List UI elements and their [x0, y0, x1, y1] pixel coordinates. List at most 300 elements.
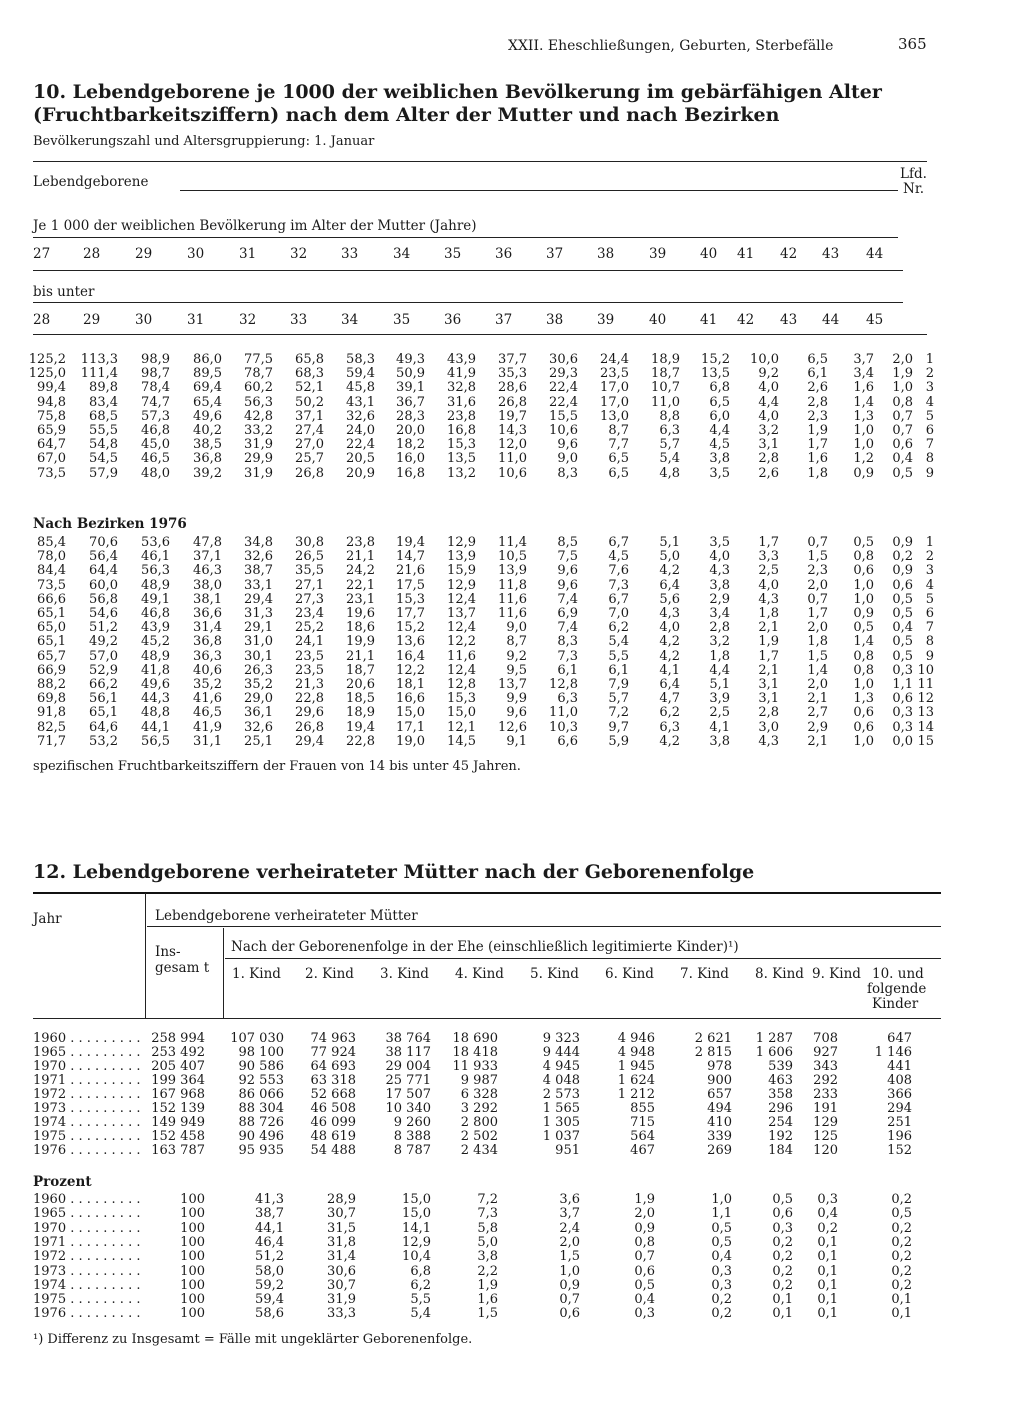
- value-cell: 0,5: [853, 535, 874, 550]
- value-cell: 2 573: [542, 1087, 580, 1102]
- column-header: 6. Kind: [605, 966, 654, 982]
- value-cell: 0,5: [711, 1234, 732, 1250]
- value-cell: 0,7: [634, 1249, 655, 1265]
- lfd-nr-cell: 2: [925, 549, 934, 565]
- value-cell: 199 364: [151, 1073, 205, 1088]
- year-cell: 1960 . . . . . . . . .: [33, 1192, 141, 1207]
- value-cell: 3,1: [758, 437, 779, 453]
- value-cell: 1,8: [807, 465, 828, 481]
- value-cell: 6,7: [608, 591, 629, 607]
- value-cell: 3,2: [758, 423, 779, 438]
- value-cell: 68,3: [295, 366, 324, 382]
- value-cell: 152 458: [151, 1129, 205, 1144]
- value-cell: 0,9: [853, 465, 874, 481]
- lfd-nr-cell: 13: [917, 705, 934, 721]
- value-cell: 2,9: [709, 591, 730, 607]
- value-cell: 29,1: [244, 620, 273, 636]
- value-cell: 1,4: [807, 662, 828, 678]
- age-from-cell: 35: [444, 246, 462, 262]
- value-cell: 258 994: [151, 1031, 205, 1046]
- value-cell: 35,5: [295, 563, 324, 579]
- value-cell: 34,8: [244, 535, 273, 550]
- value-cell: 4,0: [709, 549, 730, 565]
- value-cell: 29,4: [244, 591, 273, 607]
- value-cell: 88 304: [238, 1101, 284, 1116]
- value-cell: 37,1: [193, 549, 222, 565]
- value-cell: 15,0: [402, 1192, 431, 1207]
- value-cell: 59,4: [346, 366, 375, 382]
- table12-year-divider: [145, 893, 146, 1018]
- header-nach: Nach der Geborenenfolge in der Ehe (einschließlich legitimierte Kinder)¹): [231, 939, 739, 955]
- value-cell: 12,1: [447, 719, 476, 735]
- value-cell: 86,0: [193, 352, 222, 367]
- value-cell: 2,8: [758, 451, 779, 467]
- value-cell: 0,3: [892, 705, 913, 721]
- value-cell: 467: [630, 1143, 655, 1158]
- age-from-cell: 40: [700, 246, 718, 262]
- value-cell: 0,2: [891, 1277, 912, 1293]
- value-cell: 58,3: [346, 352, 375, 367]
- lfd-nr-cell: 9: [925, 648, 934, 664]
- value-cell: 152: [887, 1143, 912, 1158]
- value-cell: 0,2: [891, 1192, 912, 1207]
- header-lfd: Lfd.: [900, 166, 927, 182]
- ages-to-underline: [33, 334, 927, 335]
- value-cell: 4,5: [709, 437, 730, 453]
- value-cell: 40,6: [193, 662, 222, 678]
- year-cell: 1975 . . . . . . . . .: [33, 1129, 141, 1144]
- value-cell: 4,2: [659, 648, 680, 664]
- lebendgeborene-underline: [180, 190, 898, 191]
- value-cell: 88,2: [37, 677, 66, 692]
- value-cell: 66,6: [37, 591, 66, 607]
- value-cell: 66,9: [37, 662, 66, 678]
- value-cell: 0,4: [892, 620, 913, 636]
- value-cell: 13,9: [498, 563, 527, 579]
- value-cell: 6,8: [709, 380, 730, 396]
- value-cell: 12,4: [447, 591, 476, 607]
- value-cell: 89,8: [89, 380, 118, 396]
- value-cell: 900: [707, 1073, 732, 1088]
- value-cell: 4,5: [608, 549, 629, 565]
- value-cell: 29,4: [295, 733, 324, 749]
- value-cell: 3,1: [758, 677, 779, 692]
- value-cell: 38,7: [244, 563, 273, 579]
- value-cell: 3,4: [709, 606, 730, 621]
- value-cell: 18,2: [396, 437, 425, 453]
- value-cell: 12,0: [498, 437, 527, 453]
- value-cell: 2,7: [807, 705, 828, 721]
- value-cell: 13,7: [447, 606, 476, 621]
- value-cell: 75,8: [37, 408, 66, 424]
- value-cell: 4,8: [659, 465, 680, 481]
- value-cell: 9,6: [506, 705, 527, 721]
- value-cell: 2,1: [758, 662, 779, 678]
- value-cell: 3,7: [559, 1206, 580, 1222]
- age-from-cell: 39: [649, 246, 667, 262]
- value-cell: 17,7: [396, 606, 425, 621]
- value-cell: 51,2: [255, 1249, 284, 1265]
- value-cell: 0,9: [892, 535, 913, 550]
- value-cell: 8,5: [557, 535, 578, 550]
- lfd-nr-cell: 3: [925, 563, 934, 579]
- value-cell: 65,7: [37, 648, 66, 664]
- year-cell: 1972 . . . . . . . . .: [33, 1249, 141, 1265]
- value-cell: 30,7: [327, 1277, 356, 1293]
- value-cell: 90 496: [238, 1129, 284, 1144]
- value-cell: 5,4: [659, 451, 680, 467]
- value-cell: 5,7: [608, 691, 629, 707]
- value-cell: 107 030: [230, 1031, 284, 1046]
- value-cell: 91,8: [37, 705, 66, 721]
- value-cell: 5,6: [659, 591, 680, 607]
- value-cell: 1,8: [807, 634, 828, 650]
- value-cell: 254: [768, 1115, 793, 1130]
- age-from-cell: 30: [187, 246, 205, 262]
- value-cell: 2,0: [892, 352, 913, 367]
- value-cell: 152 139: [151, 1101, 205, 1116]
- value-cell: 0,7: [892, 408, 913, 424]
- group-underline: [147, 926, 941, 927]
- value-cell: 22,1: [346, 577, 375, 593]
- value-cell: 0,2: [772, 1263, 793, 1279]
- value-cell: 0,1: [817, 1249, 838, 1265]
- value-cell: 18 690: [452, 1031, 498, 1046]
- value-cell: 48,0: [141, 465, 170, 481]
- table-row: [0, 1116, 1024, 1130]
- value-cell: 23,5: [600, 366, 629, 382]
- value-cell: 9,5: [506, 662, 527, 678]
- table-row: [0, 536, 1024, 550]
- value-cell: 70,6: [89, 535, 118, 550]
- value-cell: 64,6: [89, 719, 118, 735]
- table-row: [0, 396, 1024, 410]
- age-from-cell: 41: [737, 246, 755, 262]
- value-cell: 46,8: [141, 423, 170, 438]
- value-cell: 1,1: [892, 677, 913, 692]
- value-cell: 20,9: [346, 465, 375, 481]
- lfd-nr-cell: 2: [925, 366, 934, 382]
- value-cell: 33,3: [327, 1306, 356, 1322]
- table-row: [0, 678, 1024, 692]
- value-cell: 715: [630, 1115, 655, 1130]
- value-cell: 1,4: [853, 394, 874, 410]
- value-cell: 7,6: [608, 563, 629, 579]
- value-cell: 4,7: [659, 691, 680, 707]
- value-cell: 3,5: [709, 465, 730, 481]
- value-cell: 36,7: [396, 394, 425, 410]
- value-cell: 0,8: [892, 394, 913, 410]
- value-cell: 296: [768, 1101, 793, 1116]
- value-cell: 3,3: [758, 549, 779, 565]
- value-cell: 31,1: [193, 733, 222, 749]
- value-cell: 0,1: [772, 1306, 793, 1322]
- table-row: [0, 650, 1024, 664]
- value-cell: 15,2: [701, 352, 730, 367]
- value-cell: 31,9: [244, 465, 273, 481]
- age-from-cell: 27: [33, 246, 51, 262]
- value-cell: 23,1: [346, 591, 375, 607]
- value-cell: 7,2: [608, 705, 629, 721]
- value-cell: 18,7: [651, 366, 680, 382]
- value-cell: 1,9: [758, 634, 779, 650]
- value-cell: 2 621: [694, 1031, 732, 1046]
- value-cell: 855: [630, 1101, 655, 1116]
- value-cell: 43,9: [447, 352, 476, 367]
- value-cell: 1 305: [542, 1115, 580, 1130]
- value-cell: 31,0: [244, 634, 273, 650]
- value-cell: 3,8: [709, 451, 730, 467]
- value-cell: 2,5: [709, 705, 730, 721]
- age-to-cell: 41: [700, 312, 718, 328]
- value-cell: 1,0: [853, 677, 874, 692]
- value-cell: 0,3: [772, 1220, 793, 1236]
- value-cell: 64,4: [89, 563, 118, 579]
- value-cell: 3,4: [853, 366, 874, 382]
- value-cell: 69,8: [37, 691, 66, 707]
- value-cell: 1,0: [853, 437, 874, 453]
- value-cell: 3,0: [758, 719, 779, 735]
- value-cell: 2,9: [807, 719, 828, 735]
- year-cell: 1970 . . . . . . . . .: [33, 1059, 141, 1074]
- value-cell: 68,5: [89, 408, 118, 424]
- value-cell: 38,7: [255, 1206, 284, 1222]
- value-cell: 83,4: [89, 394, 118, 410]
- value-cell: 1 624: [617, 1073, 655, 1088]
- value-cell: 1,9: [807, 423, 828, 438]
- value-cell: 23,8: [447, 408, 476, 424]
- value-cell: 29,0: [244, 691, 273, 707]
- value-cell: 12,2: [447, 634, 476, 650]
- year-cell: 1960 . . . . . . . . .: [33, 1031, 141, 1046]
- value-cell: 100: [180, 1249, 205, 1265]
- table-row: [0, 593, 1024, 607]
- column-header: 2. Kind: [305, 966, 354, 982]
- age-from-cell: 38: [597, 246, 615, 262]
- value-cell: 0,1: [817, 1292, 838, 1308]
- value-cell: 0,1: [891, 1306, 912, 1322]
- value-cell: 125,0: [28, 366, 66, 382]
- value-cell: 1,7: [807, 606, 828, 621]
- value-cell: 4,2: [659, 563, 680, 579]
- value-cell: 17,1: [396, 719, 425, 735]
- value-cell: 46,5: [141, 451, 170, 467]
- value-cell: 46 099: [310, 1115, 356, 1130]
- value-cell: 0,2: [711, 1292, 732, 1308]
- value-cell: 1,7: [807, 437, 828, 453]
- value-cell: 408: [887, 1073, 912, 1088]
- table-row: [0, 721, 1024, 735]
- value-cell: 19,4: [346, 719, 375, 735]
- value-cell: 167 968: [151, 1087, 205, 1102]
- value-cell: 1,9: [477, 1277, 498, 1293]
- value-cell: 1,6: [807, 451, 828, 467]
- value-cell: 9,2: [758, 366, 779, 382]
- value-cell: 41,9: [447, 366, 476, 382]
- value-cell: 71,7: [37, 733, 66, 749]
- value-cell: 73,5: [37, 577, 66, 593]
- value-cell: 6,5: [608, 451, 629, 467]
- value-cell: 65,9: [37, 423, 66, 438]
- value-cell: 36,6: [193, 606, 222, 621]
- value-cell: 1,9: [634, 1192, 655, 1207]
- value-cell: 0,1: [817, 1234, 838, 1250]
- value-cell: 292: [813, 1073, 838, 1088]
- value-cell: 7,7: [608, 437, 629, 453]
- col-last-1: 10. und: [872, 966, 924, 982]
- table-row: [0, 1074, 1024, 1088]
- value-cell: 343: [813, 1059, 838, 1074]
- value-cell: 95 935: [238, 1143, 284, 1158]
- value-cell: 99,4: [37, 380, 66, 396]
- value-cell: 24,2: [346, 563, 375, 579]
- value-cell: 9,0: [557, 451, 578, 467]
- value-cell: 30,7: [327, 1206, 356, 1222]
- bis-unter-underline: [33, 302, 903, 303]
- value-cell: 39,1: [396, 380, 425, 396]
- value-cell: 12,4: [447, 662, 476, 678]
- value-cell: 0,3: [892, 662, 913, 678]
- value-cell: 4,0: [758, 577, 779, 593]
- age-from-cell: 36: [495, 246, 513, 262]
- table10-top-rule: [33, 161, 927, 162]
- value-cell: 18,6: [346, 620, 375, 636]
- value-cell: 0,4: [634, 1292, 655, 1308]
- value-cell: 46,8: [141, 606, 170, 621]
- value-cell: 0,9: [892, 563, 913, 579]
- year-cell: 1973 . . . . . . . . .: [33, 1263, 141, 1279]
- value-cell: 10,6: [549, 423, 578, 438]
- value-cell: 8,3: [557, 465, 578, 481]
- value-cell: 11,4: [498, 535, 527, 550]
- value-cell: 57,3: [141, 408, 170, 424]
- value-cell: 1,0: [853, 577, 874, 593]
- value-cell: 192: [768, 1129, 793, 1144]
- value-cell: 85,4: [37, 535, 66, 550]
- value-cell: 16,8: [447, 423, 476, 438]
- value-cell: 54,8: [89, 437, 118, 453]
- value-cell: 339: [707, 1129, 732, 1144]
- value-cell: 6,3: [659, 423, 680, 438]
- value-cell: 65,0: [37, 620, 66, 636]
- value-cell: 5,8: [477, 1220, 498, 1236]
- value-cell: 539: [768, 1059, 793, 1074]
- value-cell: 78,7: [244, 366, 273, 382]
- value-cell: 0,5: [892, 606, 913, 621]
- value-cell: 46,4: [255, 1234, 284, 1250]
- value-cell: 21,3: [295, 677, 324, 692]
- value-cell: 0,0: [892, 733, 913, 749]
- value-cell: 1 287: [755, 1031, 793, 1046]
- value-cell: 1,5: [807, 648, 828, 664]
- value-cell: 4,4: [758, 394, 779, 410]
- value-cell: 358: [768, 1087, 793, 1102]
- value-cell: 11 933: [452, 1059, 498, 1074]
- lfd-nr-cell: 6: [925, 423, 934, 438]
- value-cell: 82,5: [37, 719, 66, 735]
- value-cell: 9,0: [506, 620, 527, 636]
- value-cell: 28,9: [327, 1192, 356, 1207]
- age-to-cell: 31: [187, 312, 205, 328]
- age-to-cell: 40: [649, 312, 667, 328]
- value-cell: 22,4: [549, 380, 578, 396]
- value-cell: 41,8: [141, 662, 170, 678]
- table10-footnote: spezifischen Fruchtbarkeitsziffern der Frauen von 14 bis unter 45 Jahren.: [33, 759, 521, 774]
- age-to-cell: 35: [393, 312, 411, 328]
- value-cell: 14,7: [396, 549, 425, 565]
- value-cell: 32,6: [244, 549, 273, 565]
- value-cell: 4,1: [709, 719, 730, 735]
- value-cell: 29,6: [295, 705, 324, 721]
- column-header: 1. Kind: [232, 966, 281, 982]
- value-cell: 0,3: [711, 1263, 732, 1279]
- table-row: [0, 1060, 1024, 1074]
- value-cell: 60,2: [244, 380, 273, 396]
- value-cell: 1,6: [853, 380, 874, 396]
- value-cell: 7,3: [608, 577, 629, 593]
- table-row: [0, 367, 1024, 381]
- age-from-cell: 32: [290, 246, 308, 262]
- value-cell: 27,3: [295, 591, 324, 607]
- age-to-cell: 34: [341, 312, 359, 328]
- value-cell: 24,1: [295, 634, 324, 650]
- value-cell: 56,4: [89, 549, 118, 565]
- table-row: [0, 410, 1024, 424]
- table-row: [0, 564, 1024, 578]
- table12-title: 12. Lebendgeborene verheirateter Mütter nach der Geborenenfolge: [33, 861, 755, 883]
- value-cell: 6 328: [460, 1087, 498, 1102]
- value-cell: 1,0: [853, 423, 874, 438]
- value-cell: 47,8: [193, 535, 222, 550]
- value-cell: 67,0: [37, 451, 66, 467]
- value-cell: 5,0: [659, 549, 680, 565]
- table10-title-line1: 10. Lebendgeborene je 1000 der weiblichen Bevölkerung im gebärfähigen Alter: [33, 81, 882, 103]
- value-cell: 41,9: [193, 719, 222, 735]
- value-cell: 4,3: [758, 591, 779, 607]
- value-cell: 3,8: [477, 1249, 498, 1265]
- age-to-cell: 30: [135, 312, 153, 328]
- value-cell: 32,6: [244, 719, 273, 735]
- value-cell: 12,9: [402, 1234, 431, 1250]
- value-cell: 45,2: [141, 634, 170, 650]
- value-cell: 2,0: [807, 677, 828, 692]
- value-cell: 45,0: [141, 437, 170, 453]
- age-from-cell: 28: [83, 246, 101, 262]
- value-cell: 21,1: [346, 648, 375, 664]
- value-cell: 65,4: [193, 394, 222, 410]
- value-cell: 26,8: [498, 394, 527, 410]
- value-cell: 9,7: [608, 719, 629, 735]
- year-cell: 1965 . . . . . . . . .: [33, 1206, 141, 1222]
- table-row: [0, 1046, 1024, 1060]
- value-cell: 0,2: [817, 1220, 838, 1236]
- value-cell: 37,1: [295, 408, 324, 424]
- age-from-cell: 37: [546, 246, 564, 262]
- value-cell: 57,9: [89, 465, 118, 481]
- value-cell: 2,8: [807, 394, 828, 410]
- value-cell: 54,5: [89, 451, 118, 467]
- value-cell: 8 787: [393, 1143, 431, 1158]
- value-cell: 3,6: [559, 1192, 580, 1207]
- value-cell: 12,4: [447, 620, 476, 636]
- value-cell: 19,4: [396, 535, 425, 550]
- table-row: [0, 735, 1024, 749]
- value-cell: 1,7: [758, 535, 779, 550]
- value-cell: 43,9: [141, 620, 170, 636]
- value-cell: 2 800: [460, 1115, 498, 1130]
- value-cell: 12,9: [447, 577, 476, 593]
- value-cell: 11,8: [498, 577, 527, 593]
